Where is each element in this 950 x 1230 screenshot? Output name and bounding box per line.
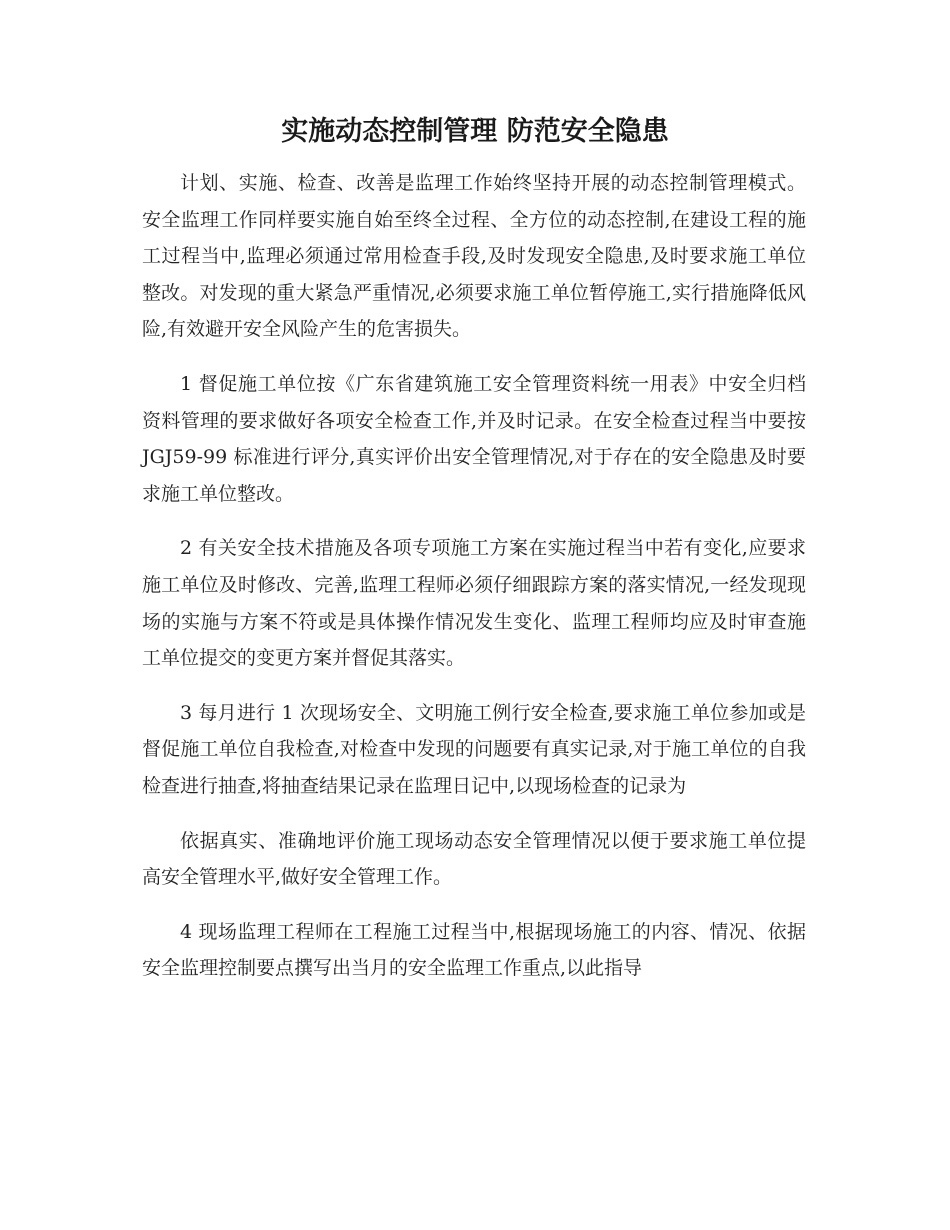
- paragraph-item-3-continued: 依据真实、准确地评价施工现场动态安全管理情况以便于要求施工单位提高安全管理水平,做好安全管理工作。: [142, 829, 806, 889]
- paragraph-item-4: 4 现场监理工程师在工程施工过程当中,根据现场施工的内容、情况、依据安全监理控制要点撰写出当月的安全监理工作重点,以此指导: [142, 920, 806, 980]
- paragraph-item-1: 1 督促施工单位按《广东省建筑施工安全管理资料统一用表》中安全归档资料管理的要求做好各项安全检查工作,并及时记录。在安全检查过程当中要按 JGJ59-99 标准进行评分,真实评价出安全管理情况,对于存在的安全隐患及时要求施工单位整改。: [142, 372, 806, 505]
- document-body: [142, 165, 806, 1005]
- paragraph-item-2: 2 有关安全技术措施及各项专项施工方案在实施过程当中若有变化,应要求施工单位及时修改、完善,监理工程师必须仔细跟踪方案的落实情况,一经发现现场的实施与方案不符或是具体操作情况发生变化、监理工程师均应及时审查施工单位提交的变更方案并督促其落实。: [142, 537, 806, 670]
- paragraph-intro: 计划、实施、检查、改善是监理工作始终坚持开展的动态控制管理模式。安全监理工作同样要实施自始至终全过程、全方位的动态控制,在建设工程的施工过程当中,监理必须通过常用检查手段,及时发现安全隐患,及时要求施工单位整改。对发现的重大紧急严重情况,必须要求施工单位暂停施工,实行措施降低风险,有效避开安全风险产生的危害损失。: [142, 172, 806, 341]
- document-title: 实施动态控制管理 防范安全隐患: [281, 116, 669, 147]
- paragraph-item-3: 3 每月进行 1 次现场安全、文明施工例行安全检查,要求施工单位参加或是督促施工单位自我检查,对检查中发现的问题要有真实记录,对于施工单位的自我检查进行抽查,将抽查结果记录在监理日记中,以现场检查的记录为: [142, 701, 806, 797]
